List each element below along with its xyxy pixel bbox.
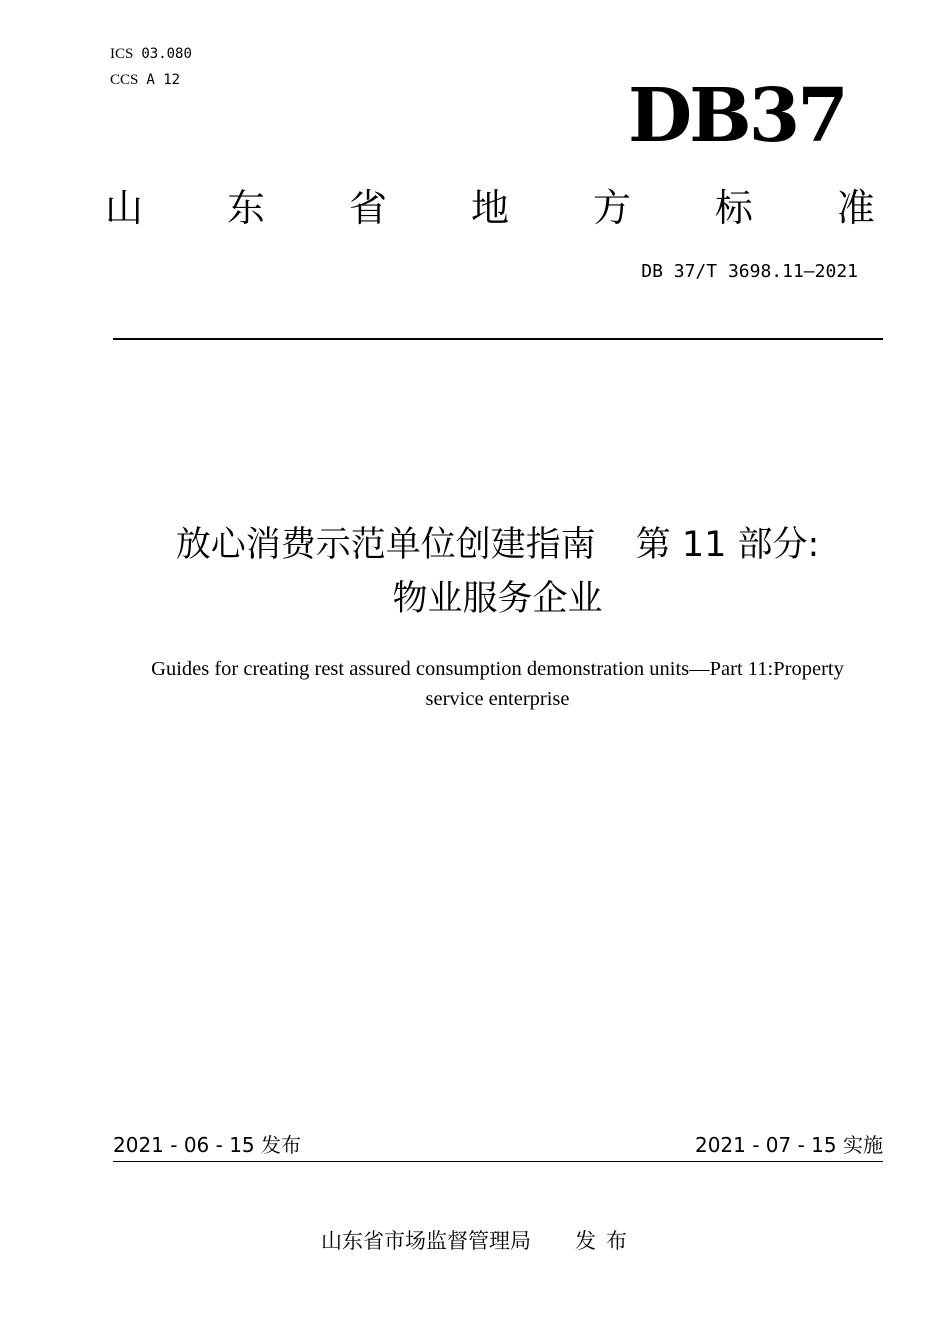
standard-type-char: 地: [470, 186, 509, 230]
standard-type-char: 方: [592, 186, 631, 230]
chinese-title-part: 第 11 部分:: [635, 525, 820, 565]
chinese-title: [60, 518, 935, 626]
publisher-line: [321, 1227, 637, 1255]
ics-code: [110, 45, 192, 63]
standard-type-title: [105, 182, 875, 234]
standard-type-char: 省: [348, 186, 387, 230]
standard-type-char: 标: [714, 186, 753, 230]
ics-label: ICS: [110, 46, 134, 62]
standard-type-char: 山: [105, 186, 144, 230]
header-divider: [113, 338, 883, 340]
ics-value: 03.080: [141, 46, 192, 62]
issue-date: 2021 - 06 - 15 发布: [113, 1133, 302, 1157]
english-title: [105, 654, 890, 714]
publisher-name: 山东省市场监督管理局: [321, 1229, 531, 1253]
date-divider: [113, 1161, 883, 1162]
standard-type-char: 准: [836, 186, 875, 230]
english-title-line-1: Guides for creating rest assured consumption demonstration units—Part 11:Property: [151, 658, 844, 680]
implementation-date: 2021 - 07 - 15 实施: [694, 1133, 883, 1157]
chinese-title-line-1: [60, 518, 935, 572]
ccs-code: [110, 71, 180, 89]
db37-logo: DB37: [628, 73, 846, 159]
ccs-label: CCS: [110, 72, 139, 88]
standard-number: DB 37/T 3698.11—2021: [641, 261, 858, 282]
ccs-value: A 12: [146, 72, 181, 88]
publisher-action: 发布: [575, 1229, 637, 1253]
chinese-title-line-2: 物业服务企业: [392, 579, 603, 619]
chinese-title-main: 放心消费示范单位创建指南: [175, 525, 596, 565]
english-title-line-2: service enterprise: [425, 688, 570, 710]
standard-type-char: 东: [226, 186, 265, 230]
